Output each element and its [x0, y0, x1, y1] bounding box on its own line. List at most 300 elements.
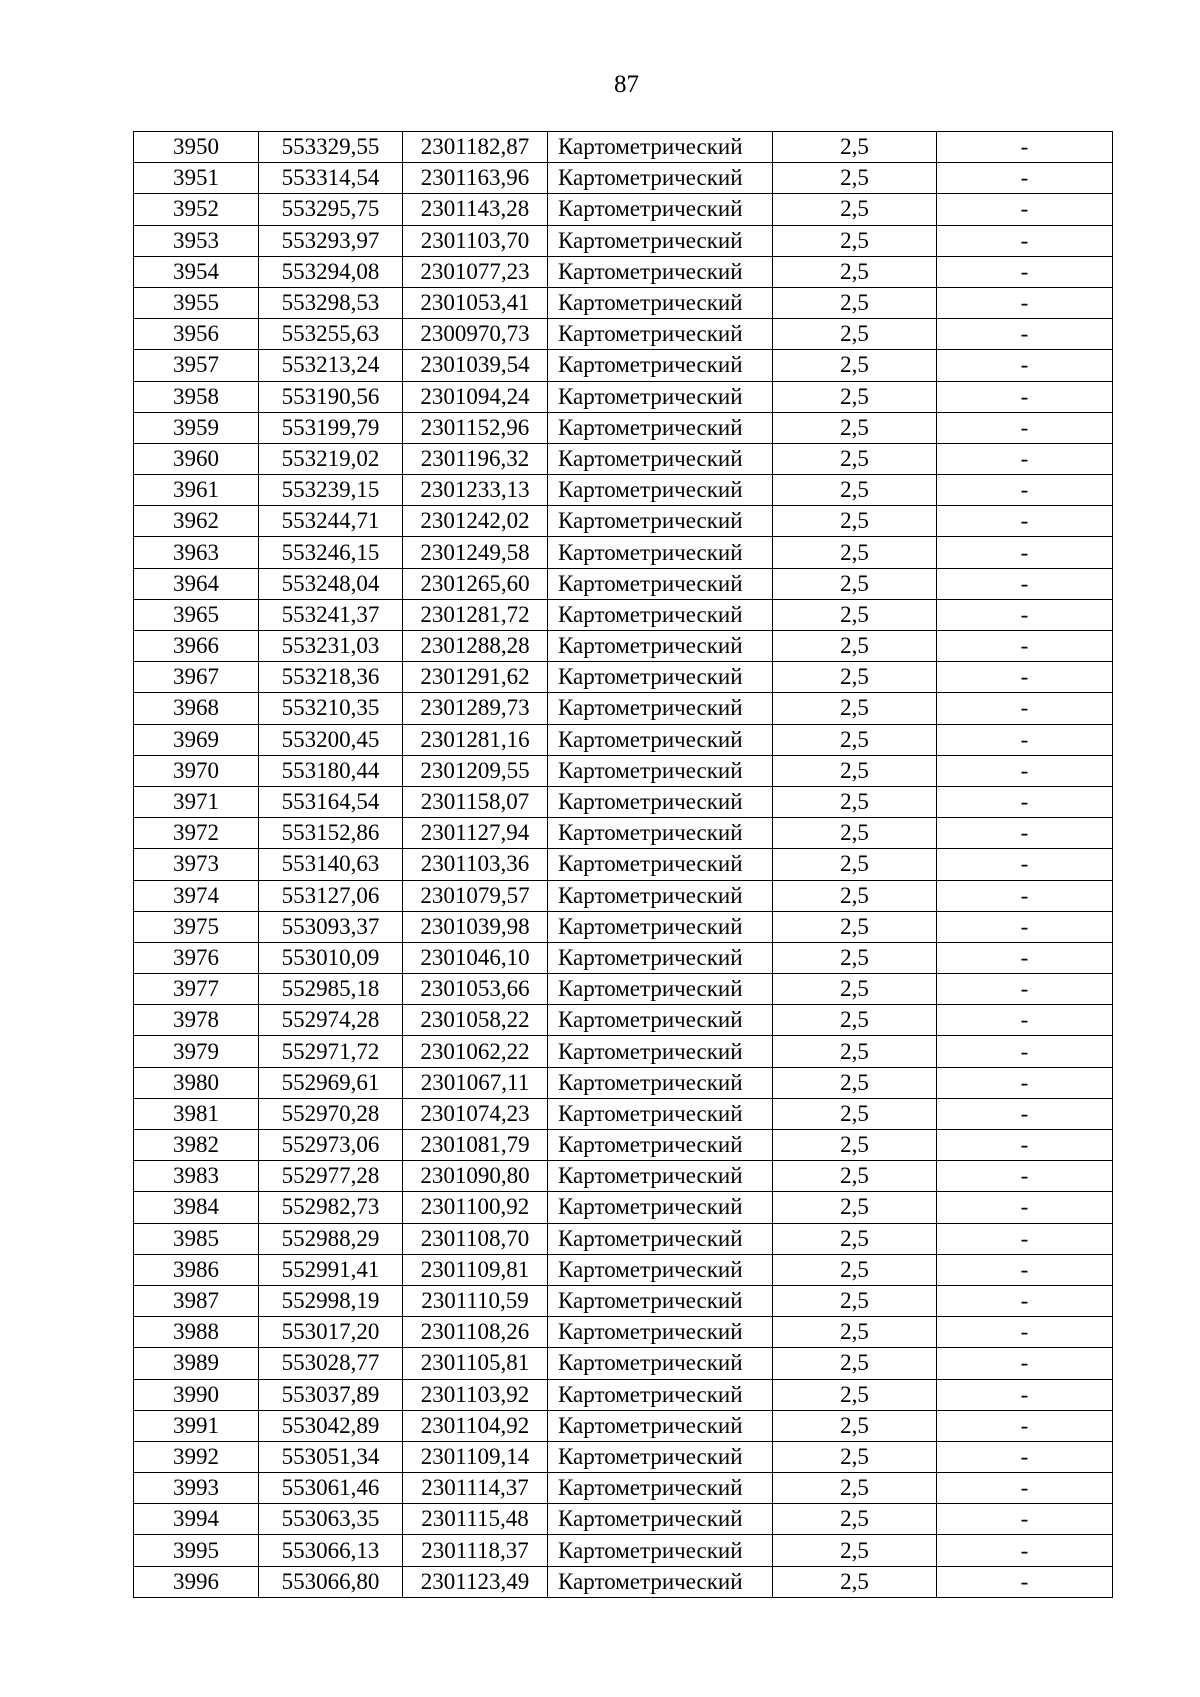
- cell-point: 3984: [134, 1192, 259, 1223]
- cell-point: 3983: [134, 1161, 259, 1192]
- cell-x: 553218,36: [259, 662, 403, 693]
- cell-accuracy: 2,5: [773, 880, 937, 911]
- coordinates-table-body: [134, 132, 1113, 1598]
- table-row: [134, 194, 1113, 225]
- cell-accuracy: 2,5: [773, 1348, 937, 1379]
- cell-accuracy: 2,5: [773, 537, 937, 568]
- cell-accuracy: 2,5: [773, 319, 937, 350]
- cell-accuracy: 2,5: [773, 1285, 937, 1316]
- cell-point: 3950: [134, 132, 259, 163]
- cell-method: Картометрический: [548, 443, 773, 474]
- cell-method: Картометрический: [548, 1348, 773, 1379]
- cell-accuracy: 2,5: [773, 786, 937, 817]
- table-row: [134, 163, 1113, 194]
- cell-method: Картометрический: [548, 1379, 773, 1410]
- cell-y: 2301053,66: [403, 974, 548, 1005]
- cell-y: 2301114,37: [403, 1473, 548, 1504]
- cell-x: 553042,89: [259, 1410, 403, 1441]
- cell-x: 552974,28: [259, 1005, 403, 1036]
- cell-point: 3960: [134, 443, 259, 474]
- cell-method: Картометрический: [548, 1223, 773, 1254]
- cell-method: Картометрический: [548, 818, 773, 849]
- cell-note: -: [937, 818, 1113, 849]
- cell-y: 2301152,96: [403, 412, 548, 443]
- cell-y: 2301289,73: [403, 693, 548, 724]
- cell-accuracy: 2,5: [773, 1504, 937, 1535]
- cell-accuracy: 2,5: [773, 1130, 937, 1161]
- cell-note: -: [937, 693, 1113, 724]
- table-row: [134, 319, 1113, 350]
- cell-x: 553293,97: [259, 225, 403, 256]
- cell-x: 553241,37: [259, 599, 403, 630]
- cell-method: Картометрический: [548, 1161, 773, 1192]
- cell-y: 2301058,22: [403, 1005, 548, 1036]
- cell-y: 2301104,92: [403, 1410, 548, 1441]
- cell-accuracy: 2,5: [773, 475, 937, 506]
- cell-x: 553246,15: [259, 537, 403, 568]
- cell-method: Картометрический: [548, 755, 773, 786]
- cell-note: -: [937, 1098, 1113, 1129]
- cell-accuracy: 2,5: [773, 755, 937, 786]
- cell-accuracy: 2,5: [773, 443, 937, 474]
- cell-x: 553213,24: [259, 350, 403, 381]
- cell-x: 553093,37: [259, 911, 403, 942]
- table-row: [134, 1504, 1113, 1535]
- cell-note: -: [937, 225, 1113, 256]
- cell-note: -: [937, 1005, 1113, 1036]
- cell-method: Картометрический: [548, 1098, 773, 1129]
- table-row: [134, 475, 1113, 506]
- cell-point: 3991: [134, 1410, 259, 1441]
- cell-y: 2301182,87: [403, 132, 548, 163]
- cell-accuracy: 2,5: [773, 1535, 937, 1566]
- cell-x: 553140,63: [259, 849, 403, 880]
- cell-note: -: [937, 506, 1113, 537]
- cell-point: 3976: [134, 942, 259, 973]
- cell-x: 553294,08: [259, 256, 403, 287]
- cell-point: 3963: [134, 537, 259, 568]
- cell-note: -: [937, 412, 1113, 443]
- cell-note: -: [937, 1317, 1113, 1348]
- cell-x: 552991,41: [259, 1254, 403, 1285]
- table-row: [134, 1410, 1113, 1441]
- cell-point: 3970: [134, 755, 259, 786]
- cell-y: 2301090,80: [403, 1161, 548, 1192]
- cell-accuracy: 2,5: [773, 1441, 937, 1472]
- cell-method: Картометрический: [548, 475, 773, 506]
- cell-y: 2301209,55: [403, 755, 548, 786]
- cell-point: 3952: [134, 194, 259, 225]
- cell-method: Картометрический: [548, 506, 773, 537]
- cell-accuracy: 2,5: [773, 1379, 937, 1410]
- cell-point: 3985: [134, 1223, 259, 1254]
- table-row: [134, 1535, 1113, 1566]
- cell-accuracy: 2,5: [773, 506, 937, 537]
- table-row: [134, 256, 1113, 287]
- cell-note: -: [937, 287, 1113, 318]
- cell-x: 552977,28: [259, 1161, 403, 1192]
- cell-accuracy: 2,5: [773, 163, 937, 194]
- cell-y: 2301039,98: [403, 911, 548, 942]
- page-number: 87: [614, 71, 639, 98]
- cell-x: 553028,77: [259, 1348, 403, 1379]
- cell-method: Картометрический: [548, 1192, 773, 1223]
- cell-note: -: [937, 911, 1113, 942]
- coordinates-table: [133, 131, 1113, 1598]
- cell-x: 553200,45: [259, 724, 403, 755]
- cell-note: -: [937, 1130, 1113, 1161]
- cell-point: 3975: [134, 911, 259, 942]
- cell-y: 2301281,72: [403, 599, 548, 630]
- cell-accuracy: 2,5: [773, 1317, 937, 1348]
- table-row: [134, 1254, 1113, 1285]
- table-row: [134, 1473, 1113, 1504]
- cell-accuracy: 2,5: [773, 1005, 937, 1036]
- cell-accuracy: 2,5: [773, 132, 937, 163]
- cell-method: Картометрический: [548, 132, 773, 163]
- cell-method: Картометрический: [548, 225, 773, 256]
- cell-y: 2301077,23: [403, 256, 548, 287]
- table-row: [134, 1098, 1113, 1129]
- cell-note: -: [937, 786, 1113, 817]
- cell-y: 2301118,37: [403, 1535, 548, 1566]
- cell-method: Картометрический: [548, 319, 773, 350]
- cell-accuracy: 2,5: [773, 911, 937, 942]
- cell-method: Картометрический: [548, 880, 773, 911]
- cell-point: 3993: [134, 1473, 259, 1504]
- cell-accuracy: 2,5: [773, 287, 937, 318]
- cell-note: -: [937, 755, 1113, 786]
- cell-y: 2301039,54: [403, 350, 548, 381]
- cell-accuracy: 2,5: [773, 568, 937, 599]
- cell-point: 3953: [134, 225, 259, 256]
- cell-point: 3973: [134, 849, 259, 880]
- cell-point: 3987: [134, 1285, 259, 1316]
- cell-x: 552998,19: [259, 1285, 403, 1316]
- cell-accuracy: 2,5: [773, 1566, 937, 1597]
- cell-x: 553164,54: [259, 786, 403, 817]
- cell-accuracy: 2,5: [773, 724, 937, 755]
- cell-point: 3969: [134, 724, 259, 755]
- cell-note: -: [937, 1036, 1113, 1067]
- cell-method: Картометрический: [548, 163, 773, 194]
- cell-method: Картометрический: [548, 693, 773, 724]
- cell-point: 3979: [134, 1036, 259, 1067]
- cell-x: 552985,18: [259, 974, 403, 1005]
- cell-x: 553231,03: [259, 631, 403, 662]
- cell-point: 3964: [134, 568, 259, 599]
- cell-method: Картометрический: [548, 1504, 773, 1535]
- cell-accuracy: 2,5: [773, 942, 937, 973]
- cell-x: 553180,44: [259, 755, 403, 786]
- table-row: [134, 1192, 1113, 1223]
- cell-method: Картометрический: [548, 1441, 773, 1472]
- cell-x: 553152,86: [259, 818, 403, 849]
- cell-note: -: [937, 1285, 1113, 1316]
- cell-point: 3966: [134, 631, 259, 662]
- cell-note: -: [937, 319, 1113, 350]
- cell-y: 2301067,11: [403, 1067, 548, 1098]
- cell-note: -: [937, 599, 1113, 630]
- cell-note: -: [937, 256, 1113, 287]
- cell-note: -: [937, 1535, 1113, 1566]
- cell-note: -: [937, 475, 1113, 506]
- cell-point: 3962: [134, 506, 259, 537]
- cell-x: 552970,28: [259, 1098, 403, 1129]
- cell-note: -: [937, 1410, 1113, 1441]
- table-row: [134, 724, 1113, 755]
- cell-x: 553066,80: [259, 1566, 403, 1597]
- cell-accuracy: 2,5: [773, 1161, 937, 1192]
- cell-point: 3988: [134, 1317, 259, 1348]
- cell-y: 2301108,26: [403, 1317, 548, 1348]
- cell-x: 553248,04: [259, 568, 403, 599]
- cell-note: -: [937, 724, 1113, 755]
- cell-point: 3954: [134, 256, 259, 287]
- cell-point: 3957: [134, 350, 259, 381]
- cell-x: 553314,54: [259, 163, 403, 194]
- cell-note: -: [937, 631, 1113, 662]
- cell-method: Картометрический: [548, 942, 773, 973]
- cell-point: 3971: [134, 786, 259, 817]
- cell-note: -: [937, 1504, 1113, 1535]
- cell-y: 2301103,92: [403, 1379, 548, 1410]
- cell-y: 2301103,36: [403, 849, 548, 880]
- cell-note: -: [937, 942, 1113, 973]
- cell-note: -: [937, 1161, 1113, 1192]
- table-row: [134, 1036, 1113, 1067]
- table-row: [134, 693, 1113, 724]
- table-row: [134, 818, 1113, 849]
- cell-method: Картометрический: [548, 1005, 773, 1036]
- cell-accuracy: 2,5: [773, 350, 937, 381]
- cell-note: -: [937, 849, 1113, 880]
- cell-y: 2301062,22: [403, 1036, 548, 1067]
- cell-point: 3974: [134, 880, 259, 911]
- cell-y: 2301249,58: [403, 537, 548, 568]
- cell-point: 3959: [134, 412, 259, 443]
- table-row: [134, 880, 1113, 911]
- cell-point: 3982: [134, 1130, 259, 1161]
- cell-x: 552982,73: [259, 1192, 403, 1223]
- cell-x: 553017,20: [259, 1317, 403, 1348]
- cell-y: 2301046,10: [403, 942, 548, 973]
- cell-y: 2301281,16: [403, 724, 548, 755]
- table-row: [134, 1285, 1113, 1316]
- cell-point: 3958: [134, 381, 259, 412]
- cell-x: 552988,29: [259, 1223, 403, 1254]
- cell-method: Картометрический: [548, 724, 773, 755]
- cell-point: 3978: [134, 1005, 259, 1036]
- table-row: [134, 755, 1113, 786]
- table-row: [134, 849, 1113, 880]
- table-row: [134, 1130, 1113, 1161]
- cell-accuracy: 2,5: [773, 1410, 937, 1441]
- cell-method: Картометрический: [548, 350, 773, 381]
- cell-point: 3990: [134, 1379, 259, 1410]
- cell-accuracy: 2,5: [773, 225, 937, 256]
- cell-method: Картометрический: [548, 974, 773, 1005]
- cell-y: 2301108,70: [403, 1223, 548, 1254]
- cell-x: 553051,34: [259, 1441, 403, 1472]
- cell-y: 2301100,92: [403, 1192, 548, 1223]
- cell-method: Картометрический: [548, 568, 773, 599]
- cell-method: Картометрический: [548, 1130, 773, 1161]
- cell-x: 553010,09: [259, 942, 403, 973]
- cell-point: 3992: [134, 1441, 259, 1472]
- cell-note: -: [937, 974, 1113, 1005]
- cell-accuracy: 2,5: [773, 693, 937, 724]
- cell-y: 2301109,14: [403, 1441, 548, 1472]
- cell-note: -: [937, 1192, 1113, 1223]
- cell-y: 2301158,07: [403, 786, 548, 817]
- cell-method: Картометрический: [548, 662, 773, 693]
- table-row: [134, 287, 1113, 318]
- cell-accuracy: 2,5: [773, 818, 937, 849]
- table-row: [134, 1379, 1113, 1410]
- table-row: [134, 1566, 1113, 1597]
- cell-x: 552971,72: [259, 1036, 403, 1067]
- cell-point: 3956: [134, 319, 259, 350]
- table-row: [134, 974, 1113, 1005]
- cell-note: -: [937, 163, 1113, 194]
- table-row: [134, 1161, 1113, 1192]
- table-row: [134, 786, 1113, 817]
- cell-method: Картометрический: [548, 1566, 773, 1597]
- cell-note: -: [937, 1067, 1113, 1098]
- cell-x: 553210,35: [259, 693, 403, 724]
- cell-note: -: [937, 1254, 1113, 1285]
- cell-point: 3980: [134, 1067, 259, 1098]
- cell-y: 2301081,79: [403, 1130, 548, 1161]
- table-row: [134, 1441, 1113, 1472]
- cell-note: -: [937, 381, 1113, 412]
- cell-point: 3965: [134, 599, 259, 630]
- cell-note: -: [937, 1348, 1113, 1379]
- cell-note: -: [937, 537, 1113, 568]
- cell-x: 553255,63: [259, 319, 403, 350]
- cell-x: 553190,56: [259, 381, 403, 412]
- table-row: [134, 412, 1113, 443]
- table-row: [134, 911, 1113, 942]
- cell-point: 3986: [134, 1254, 259, 1285]
- cell-point: 3951: [134, 163, 259, 194]
- cell-x: 553061,46: [259, 1473, 403, 1504]
- table-row: [134, 506, 1113, 537]
- cell-point: 3977: [134, 974, 259, 1005]
- cell-method: Картометрический: [548, 412, 773, 443]
- cell-x: 553329,55: [259, 132, 403, 163]
- table-row: [134, 350, 1113, 381]
- cell-accuracy: 2,5: [773, 1473, 937, 1504]
- cell-note: -: [937, 1473, 1113, 1504]
- cell-x: 552973,06: [259, 1130, 403, 1161]
- cell-point: 3996: [134, 1566, 259, 1597]
- table-row: [134, 1067, 1113, 1098]
- cell-x: 553127,06: [259, 880, 403, 911]
- cell-y: 2301288,28: [403, 631, 548, 662]
- cell-note: -: [937, 568, 1113, 599]
- cell-x: 553244,71: [259, 506, 403, 537]
- cell-method: Картометрический: [548, 381, 773, 412]
- cell-method: Картометрический: [548, 1067, 773, 1098]
- cell-x: 552969,61: [259, 1067, 403, 1098]
- cell-x: 553063,35: [259, 1504, 403, 1535]
- cell-point: 3961: [134, 475, 259, 506]
- cell-method: Картометрический: [548, 786, 773, 817]
- cell-note: -: [937, 350, 1113, 381]
- cell-y: 2301123,49: [403, 1566, 548, 1597]
- table-row: [134, 225, 1113, 256]
- cell-method: Картометрический: [548, 1535, 773, 1566]
- cell-accuracy: 2,5: [773, 662, 937, 693]
- cell-y: 2301094,24: [403, 381, 548, 412]
- cell-note: -: [937, 1566, 1113, 1597]
- cell-point: 3972: [134, 818, 259, 849]
- cell-method: Картометрический: [548, 599, 773, 630]
- cell-y: 2301242,02: [403, 506, 548, 537]
- table-row: [134, 942, 1113, 973]
- cell-method: Картометрический: [548, 631, 773, 662]
- cell-y: 2300970,73: [403, 319, 548, 350]
- cell-point: 3967: [134, 662, 259, 693]
- table-row: [134, 443, 1113, 474]
- cell-method: Картометрический: [548, 256, 773, 287]
- table-row: [134, 599, 1113, 630]
- cell-note: -: [937, 662, 1113, 693]
- cell-x: 553037,89: [259, 1379, 403, 1410]
- cell-note: -: [937, 1379, 1113, 1410]
- cell-x: 553295,75: [259, 194, 403, 225]
- cell-y: 2301053,41: [403, 287, 548, 318]
- cell-y: 2301110,59: [403, 1285, 548, 1316]
- cell-y: 2301265,60: [403, 568, 548, 599]
- cell-method: Картометрический: [548, 911, 773, 942]
- cell-y: 2301115,48: [403, 1504, 548, 1535]
- cell-y: 2301079,57: [403, 880, 548, 911]
- cell-y: 2301105,81: [403, 1348, 548, 1379]
- cell-accuracy: 2,5: [773, 1067, 937, 1098]
- table-row: [134, 381, 1113, 412]
- cell-y: 2301103,70: [403, 225, 548, 256]
- cell-y: 2301233,13: [403, 475, 548, 506]
- table-row: [134, 1348, 1113, 1379]
- cell-method: Картометрический: [548, 194, 773, 225]
- table-row: [134, 1317, 1113, 1348]
- cell-y: 2301074,23: [403, 1098, 548, 1129]
- cell-method: Картометрический: [548, 1473, 773, 1504]
- cell-accuracy: 2,5: [773, 1192, 937, 1223]
- cell-y: 2301291,62: [403, 662, 548, 693]
- cell-note: -: [937, 443, 1113, 474]
- table-row: [134, 1223, 1113, 1254]
- table-row: [134, 537, 1113, 568]
- cell-method: Картометрический: [548, 287, 773, 318]
- cell-point: 3981: [134, 1098, 259, 1129]
- cell-accuracy: 2,5: [773, 1223, 937, 1254]
- cell-point: 3989: [134, 1348, 259, 1379]
- cell-x: 553219,02: [259, 443, 403, 474]
- cell-y: 2301143,28: [403, 194, 548, 225]
- table-row: [134, 631, 1113, 662]
- cell-accuracy: 2,5: [773, 1254, 937, 1285]
- cell-x: 553066,13: [259, 1535, 403, 1566]
- cell-method: Картометрический: [548, 537, 773, 568]
- cell-y: 2301109,81: [403, 1254, 548, 1285]
- table-row: [134, 132, 1113, 163]
- cell-point: 3955: [134, 287, 259, 318]
- cell-x: 553199,79: [259, 412, 403, 443]
